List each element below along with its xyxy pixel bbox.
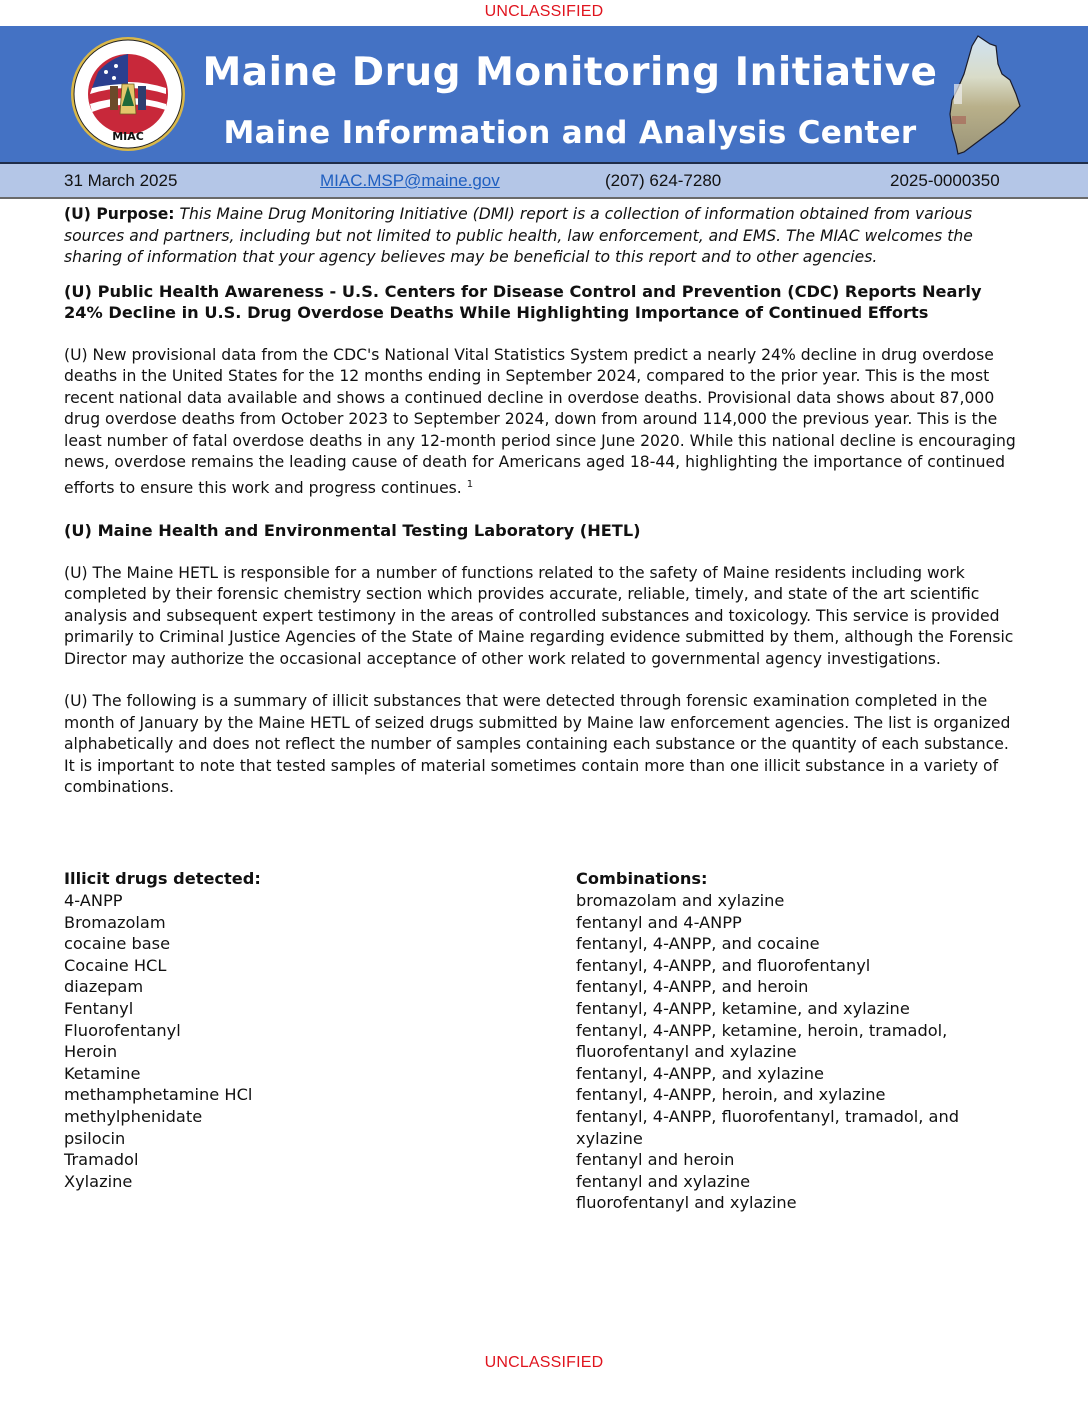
drug-item: Heroin [64, 1042, 118, 1062]
combination-item: fluorofentanyl and xylazine [576, 1193, 797, 1213]
report-title: Maine Drug Monitoring Initiative [202, 50, 938, 95]
combination-item: fentanyl, 4-ANPP, and xylazine [576, 1063, 824, 1083]
drug-item: 4-ANPP [64, 891, 123, 910]
combination-item: fentanyl, 4-ANPP, and heroin [576, 977, 809, 997]
report-date: 31 March 2025 [64, 171, 178, 190]
purpose-statement [64, 204, 1024, 269]
combination-item: fentanyl and xylazine [576, 1171, 751, 1191]
section-paragraph-hetl-1: (U) The Maine HETL is responsible for a number of functions related to the safety of Maine residents including work completed by their forensic chemistry section which provides accurate, reliable, timely, and state of the art scientific analysis and subsequent expert testimony in the areas of controlled substances and toxicology. This service is provided primarily to Criminal Justice Agencies of the State of Maine regarding evidence submitted by them, although the Forensic Director may authorize the occasional acceptance of other work related to governmental agency investigations. [64, 563, 1014, 668]
section-paragraph-cdc: (U) New provisional data from the CDC's National Vital Statistics System predict a nearly 24% decline in drug overdose deaths in the United States for the 12 months ending in September 2024, compared to the prior year. This is the most recent national data available and shows a continued decline in overdose deaths. Provisional data shows about 87,000 drug overdose deaths from October 2023 to September 2024, down from around 114,000 the previous year. This is the least number of fatal overdose deaths in any 12-month period since June 2020. While this national decline is encouraging news, overdose remains the leading cause of death for Americans aged 18-44, highlighting the importance of continued efforts to ensure this work and progress continues. $^1$ [64, 345, 1016, 497]
report-info-bar [0, 164, 1088, 199]
report-body [64, 204, 1024, 799]
purpose-text: This Maine Drug Monitoring Initiative (DMI) report is a collection of information obtained from various sources and partners, including but not limited to public health, law enforcement, and EMS. The MIAC welcomes the sharing of information that your agency believes may be beneficial to this report and to other agencies. [64, 205, 973, 266]
svg-text:MIAC: MIAC [112, 130, 144, 143]
classification-marking-top: UNCLASSIFIED [484, 3, 604, 20]
drug-item: Bromazolam [64, 912, 166, 932]
combinations-heading: Combinations: [576, 869, 708, 888]
combination-item: fentanyl, 4-ANPP, heroin, and xylazine [576, 1085, 886, 1105]
illicit-drugs-list [64, 868, 544, 1192]
combination-item: fentanyl, 4-ANPP, ketamine, and xylazine [576, 998, 910, 1018]
drug-item: diazepam [64, 977, 144, 997]
miac-seal-logo-icon [70, 36, 186, 152]
section-heading-hetl: (U) Maine Health and Environmental Testing Laboratory (HETL) [64, 521, 641, 541]
drug-item: cocaine base [64, 934, 171, 954]
combination-item: fentanyl, 4-ANPP, and fluorofentanyl [576, 955, 871, 975]
purpose-label: (U) Purpose: [64, 205, 175, 223]
drug-item: Fentanyl [64, 998, 134, 1018]
contact-phone: (207) 624-7280 [605, 171, 722, 190]
section-paragraph-hetl-2: (U) The following is a summary of illicit substances that were detected through forensic examination completed in the month of January by the Maine HETL of seized drugs submitted by Maine law enforcement agencies. The list is organized alphabetically and does not reflect the number of samples containing each substance or the quantity of each substance. It is important to note that tested samples of material sometimes contain more than one illicit substance in a variety of combinations. [64, 692, 1011, 797]
drug-item: Tramadol [64, 1150, 139, 1170]
header-banner [0, 26, 1088, 164]
classification-marking-bottom: UNCLASSIFIED [484, 1354, 604, 1371]
report-subtitle: Maine Information and Analysis Center [223, 115, 917, 151]
report-id: 2025-0000350 [890, 171, 1000, 190]
combinations-list [576, 868, 1026, 1214]
combination-item: fentanyl and heroin [576, 1150, 735, 1170]
drug-item: Ketamine [64, 1063, 141, 1083]
contact-email-link[interactable]: MIAC.MSP@maine.gov [320, 171, 500, 190]
drug-item: Xylazine [64, 1171, 133, 1191]
section-heading-cdc: (U) Public Health Awareness - U.S. Centers for Disease Control and Prevention (CDC) Reports Nearly 24% Decline in U.S. Drug Overdose Deaths While Highlighting Importance of Continued Efforts [64, 281, 982, 322]
maine-state-map-icon [938, 34, 1028, 158]
combination-item: fentanyl, 4-ANPP, fluorofentanyl, tramadol, and xylazine [576, 1106, 959, 1148]
combination-item: fentanyl and 4-ANPP [576, 912, 742, 932]
drug-item: Cocaine HCL [64, 955, 167, 975]
combination-item: fentanyl, 4-ANPP, ketamine, heroin, tramadol, fluorofentanyl and xylazine [576, 1020, 948, 1062]
combination-item: bromazolam and xylazine [576, 891, 785, 910]
illicit-drugs-heading: Illicit drugs detected: [64, 869, 261, 888]
drug-item: methamphetamine HCl [64, 1085, 253, 1105]
combination-item: fentanyl, 4-ANPP, and cocaine [576, 934, 820, 954]
drug-item: Fluorofentanyl [64, 1020, 181, 1040]
footnote-marker: 1 [466, 478, 474, 490]
drug-item: methylphenidate [64, 1106, 203, 1126]
drug-item: psilocin [64, 1128, 126, 1148]
